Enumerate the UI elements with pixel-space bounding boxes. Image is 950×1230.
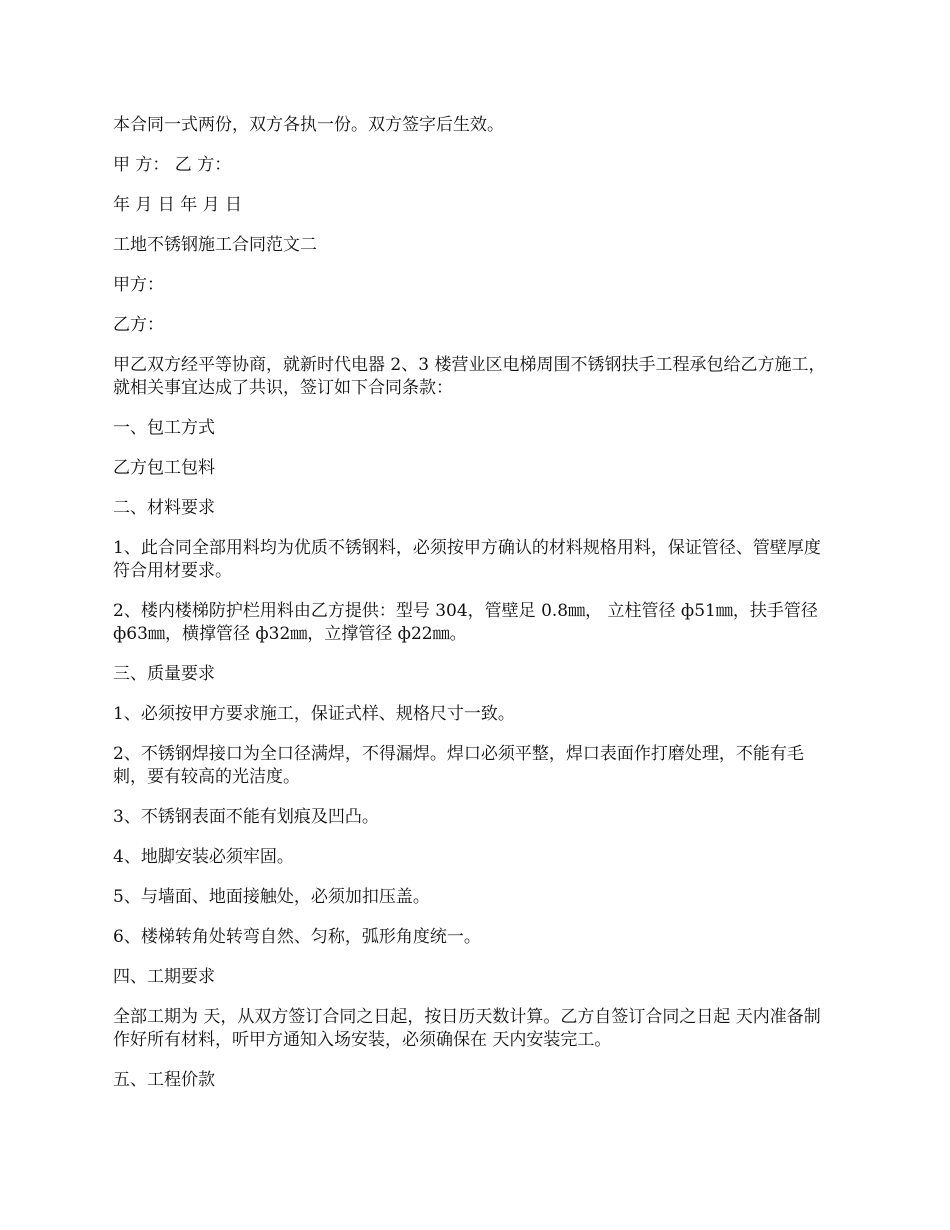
paragraph-quality-6: 6、楼梯转角处转弯自然、匀称，弧形角度统一。 [113, 927, 481, 947]
section-heading-schedule: 四、工期要求 [113, 967, 215, 987]
document-body [113, 114, 833, 1109]
paragraph-parties-signature: 甲 方： 乙 方： [113, 155, 232, 175]
party-b-line: 乙方： [113, 315, 164, 335]
party-a-line: 甲方： [113, 275, 164, 295]
section-heading-contract-method: 一、包工方式 [113, 418, 215, 438]
paragraph-contract-method: 乙方包工包料 [113, 458, 215, 478]
paragraph-quality-4: 4、地脚安装必须牢固。 [113, 847, 294, 867]
section-heading-quality: 三、质量要求 [113, 664, 215, 684]
paragraph-preamble: 甲乙双方经平等协商，就新时代电器 2、3 楼营业区电梯周围不锈钢扶手工程承包给乙方施工，就相关事宜达成了共识，签订如下合同条款： [113, 355, 826, 398]
paragraph-material-2: 2、楼内楼梯防护栏用料由乙方提供：型号 304，管壁足 0.8㎜， 立柱管径 ф51㎜，扶手管径 ф63㎜，横撑管径 ф32㎜，立撑管径 ф22㎜。 [113, 601, 824, 644]
paragraph-signature-dates: 年 月 日 年 月 日 [113, 195, 243, 215]
paragraph-quality-3: 3、不锈钢表面不能有划痕及凹凸。 [113, 807, 379, 827]
document-title: 工地不锈钢施工合同范文二 [113, 235, 317, 255]
paragraph-signing-note: 本合同一式两份，双方各执一份。双方签字后生效。 [113, 115, 504, 135]
section-heading-material: 二、材料要求 [113, 498, 215, 518]
paragraph-material-1: 1、此合同全部用料均为优质不锈钢料，必须按甲方确认的材料规格用料，保证管径、管壁厚度符合用材要求。 [113, 538, 821, 581]
paragraph-schedule: 全部工期为 天，从双方签订合同之日起，按日历天数计算。乙方自签订合同之日起 天内准备制作好所有材料，听甲方通知入场安装，必须确保在 天内安装完工。 [113, 1007, 821, 1050]
paragraph-quality-5: 5、与墙面、地面接触处，必须加扣压盖。 [113, 887, 430, 907]
paragraph-quality-1: 1、必须按甲方要求施工，保证式样、规格尺寸一致。 [113, 704, 515, 724]
paragraph-quality-2: 2、不锈钢焊接口为全口径满焊，不得漏焊。焊口必须平整，焊口表面作打磨处理，不能有毛刺，要有较高的光洁度。 [113, 744, 804, 787]
section-heading-price: 五、工程价款 [113, 1070, 215, 1090]
